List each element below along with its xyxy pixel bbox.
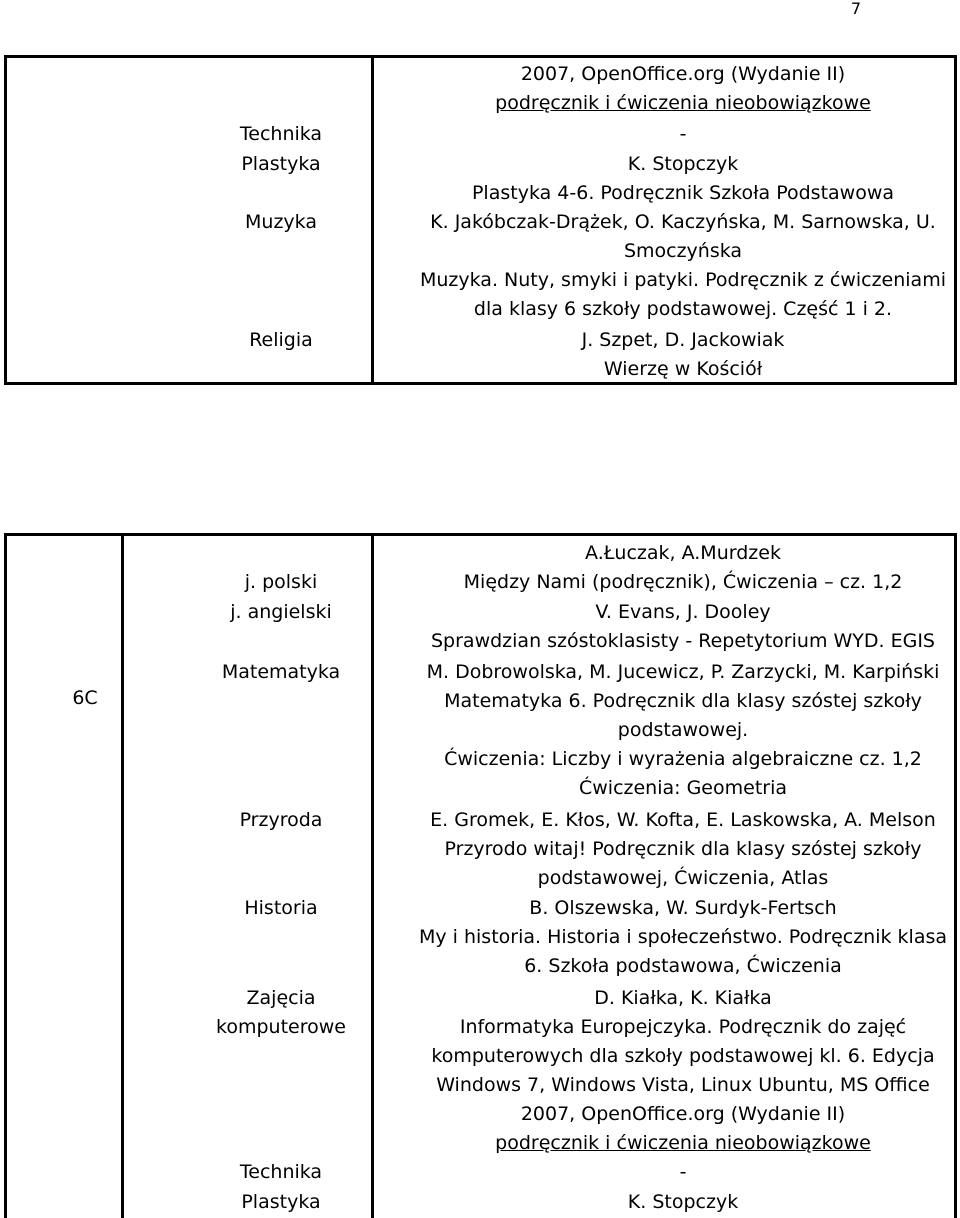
class-label: 6C: [72, 687, 98, 709]
book-line: podstawowej.: [617, 719, 749, 741]
subject-religia: Religia: [249, 329, 313, 351]
book-line: K. Jakóbczak-Drążek, O. Kaczyńska, M. Sarnowska, U.: [430, 211, 936, 233]
subject-przyroda: Przyroda: [239, 809, 323, 831]
book-line: Matematyka 6. Podręcznik dla klasy szóstej szkoły: [444, 690, 922, 712]
book-line: A.Łuczak, A.Murdzek: [585, 542, 781, 564]
book-line-underlined: podręcznik i ćwiczenia nieobowiązkowe: [495, 92, 871, 114]
table-row: [393, 658, 960, 803]
subject-historia: Historia: [244, 897, 318, 919]
book-line: Windows 7, Windows Vista, Linux Ubuntu, MS Office: [436, 1074, 930, 1096]
book-line: D. Kiałka, K. Kiałka: [594, 987, 772, 1009]
book-line: 6. Szkoła podstawowa, Ćwiczenia: [524, 955, 842, 977]
book-line: Smoczyńska: [623, 240, 743, 262]
table-row: [393, 806, 960, 893]
subject-technika: Technika: [239, 1161, 323, 1183]
book-line: K. Stopczyk: [627, 153, 739, 175]
book-line: J. Szpet, D. Jackowiak: [581, 329, 785, 351]
book-line: komputerowych dla szkoły podstawowej kl. 6. Edycja: [431, 1045, 935, 1067]
column-divider: [371, 536, 374, 1218]
table-row: [393, 326, 960, 384]
table-row: [393, 60, 960, 118]
book-line: M. Dobrowolska, M. Jucewicz, P. Zarzycki, M. Karpiński: [426, 661, 940, 683]
table-row: [393, 984, 960, 1158]
subject-line: komputerowe: [216, 1016, 346, 1038]
column-divider: [121, 536, 124, 1218]
subject-j-angielski: j. angielski: [230, 601, 332, 623]
book-line: -: [679, 1161, 687, 1183]
book-line: podstawowej, Ćwiczenia, Atlas: [537, 867, 829, 889]
table-row: [393, 150, 960, 208]
book-line: 2007, OpenOffice.org (Wydanie II): [520, 1103, 846, 1125]
book-line: Plastyka 4-6. Podręcznik Szkoła Podstawowa: [471, 182, 895, 204]
book-line: Wierzę w Kościół: [603, 358, 763, 380]
book-line: Sprawdzian szóstoklasisty - Repetytorium WYD. EGIS: [431, 630, 935, 652]
subject-j-polski: j. polski: [244, 571, 318, 593]
book-line: Między Nami (podręcznik), Ćwiczenia – cz. 1,2: [463, 571, 903, 593]
subject-matematyka: Matematyka: [221, 661, 341, 683]
book-line: dla klasy 6 szkoły podstawowej. Część 1 i 2.: [473, 298, 893, 320]
book-line: Ćwiczenia: Liczby i wyrażenia algebraiczne cz. 1,2: [444, 748, 922, 770]
page-number: 7: [850, 0, 862, 18]
book-line: V. Evans, J. Dooley: [595, 601, 771, 623]
table-row: [393, 894, 960, 981]
book-line: B. Olszewska, W. Surdyk-Fertsch: [529, 897, 837, 919]
book-line: E. Gromek, E. Kłos, W. Kofta, E. Laskowska, A. Melson: [430, 809, 936, 831]
book-line: -: [679, 123, 687, 145]
subject-plastyka: Plastyka: [241, 1191, 321, 1213]
subject-muzyka: Muzyka: [245, 211, 317, 233]
bottom-table: [4, 533, 957, 1218]
book-line: My i historia. Historia i społeczeństwo. Podręcznik klasa: [418, 926, 948, 948]
subject-technika: Technika: [239, 123, 323, 145]
subject-zajecia-komputerowe: [131, 984, 431, 1042]
book-line: K. Stopczyk: [627, 1191, 739, 1213]
book-line: Muzyka. Nuty, smyki i patyki. Podręcznik z ćwiczeniami: [419, 269, 946, 291]
book-line: 2007, OpenOffice.org (Wydanie II): [520, 63, 846, 85]
top-table: [4, 55, 957, 385]
table-row: [393, 539, 960, 597]
book-line: Ćwiczenia: Geometria: [578, 777, 788, 799]
table-row: [393, 208, 960, 324]
subject-plastyka: Plastyka: [241, 153, 321, 175]
book-line-underlined: podręcznik i ćwiczenia nieobowiązkowe: [495, 1132, 871, 1154]
table-row: [393, 598, 960, 656]
book-line: Przyrodo witaj! Podręcznik dla klasy szóstej szkoły: [444, 838, 922, 860]
book-line: Informatyka Europejczyka. Podręcznik do zajęć: [459, 1016, 907, 1038]
subject-line: Zajęcia: [246, 987, 316, 1009]
